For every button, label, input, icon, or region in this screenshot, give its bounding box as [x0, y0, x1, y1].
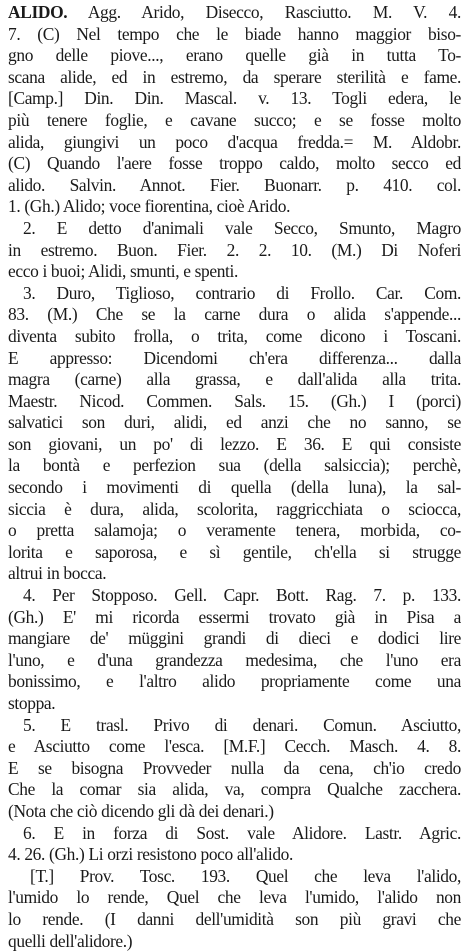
entry-text-line: [8, 369, 461, 391]
entry-text-line: [8, 650, 461, 672]
line-text: magra (carne) alla grassa, e dall'alida alla trita.: [8, 369, 461, 390]
line-text: E appresso: Dicendomi ch'era differenza... dalla: [8, 347, 461, 368]
entry-text-line: [8, 801, 461, 823]
line-text: bonissimo, e l'altro alido propriamente come una: [8, 671, 461, 692]
line-text: gno delle piove..., erano quelle già in tutta To-: [8, 45, 461, 66]
entry-text-line: [8, 175, 461, 197]
line-text: l'umido lo rende, Quel che leva l'umido, l'alido non: [8, 887, 461, 908]
line-text: ecco i buoi; Alidi, smunti, e spenti.: [8, 261, 239, 282]
line-text: (Nota che ciò dicendo gli dà dei denari.): [8, 800, 274, 821]
dictionary-entry-alido: [8, 2, 461, 952]
line-text: Che la comar sia alida, va, compra Qualche zacchera.: [8, 779, 461, 800]
entry-text-line: [8, 434, 461, 456]
line-text: Maestr. Nicod. Commen. Sals. 15. (Gh.) I (porci): [8, 390, 461, 411]
entry-text-line: [8, 585, 461, 607]
entry-text-line: [8, 132, 461, 154]
line-text: la bontà e perfezion sua (della salsiccia); perchè,: [8, 455, 461, 476]
entry-text-line: [8, 326, 461, 348]
line-text: e Asciutto come l'esca. [M.F.] Cecch. Masch. 4. 8.: [8, 736, 461, 757]
line-text: [Camp.] Din. Din. Mascal. v. 13. Togli edera, le: [8, 88, 461, 109]
line-text: son giovani, un po' di lezzo. E 36. E qui consiste: [8, 433, 461, 454]
line-text: 3. Duro, Tiglioso, contrario di Frollo. Car. Com.: [23, 282, 461, 303]
entry-text-line: [8, 24, 461, 46]
entry-text-line: [8, 455, 461, 477]
line-text: l'uno, e d'una grandezza medesima, che l'uno era: [8, 649, 461, 670]
entry-text-line: [8, 736, 461, 758]
entry-text-line: [8, 909, 461, 931]
entry-text-line: [8, 520, 461, 542]
line-text: alida, giungivi un poco d'acqua fredda.= M. Aldobr.: [8, 131, 461, 152]
line-text: 1. (Gh.) Alido; voce fiorentina, cioè Arido.: [8, 196, 291, 217]
line-text: 6. E in forza di Sost. vale Alidore. Lastr. Agric.: [23, 822, 461, 843]
line-text: mangiare de' müggini grandi di dieci e dodici lire: [8, 628, 461, 649]
line-text: lorita e saporosa, e sì gentile, ch'ella si strugge: [8, 541, 461, 562]
entry-text-line: [8, 671, 461, 693]
entry-text-line: [8, 2, 461, 24]
line-text: 7. (C) Nel tempo che le biade hanno maggior biso-: [8, 23, 461, 44]
entry-text-line: [8, 693, 461, 715]
line-text: (C) Quando l'aere fosse troppo caldo, molto secco ed: [8, 153, 461, 174]
line-text: secondo i movimenti di quella (della luna), la sal-: [8, 477, 461, 498]
entry-text-line: [8, 758, 461, 780]
entry-text-line: [8, 499, 461, 521]
entry-text-line: [8, 304, 461, 326]
entry-text-line: [8, 218, 461, 240]
entry-text-line: [8, 67, 461, 89]
entry-text-line: [8, 196, 461, 218]
entry-text-line: [8, 240, 461, 262]
entry-text-line: [8, 607, 461, 629]
line-text: siccia è dura, alida, scolorita, raggricchiata o sciocca,: [8, 498, 461, 519]
line-text: stoppa.: [8, 693, 56, 713]
line-text: 2. E detto d'animali vale Secco, Smunto, Magro: [23, 217, 461, 238]
line-text: quelli dell'alidore.): [8, 930, 133, 951]
line-text: in estremo. Buon. Fier. 2. 2. 10. (M.) Di Noferi: [8, 239, 461, 260]
entry-text-line: [8, 844, 461, 866]
entry-text-line: [8, 563, 461, 585]
entry-text-line: [8, 261, 461, 283]
entry-text-line: [8, 715, 461, 737]
entry-text-line: [8, 283, 461, 305]
entry-text-line: [8, 931, 461, 952]
entry-text-line: [8, 153, 461, 175]
line-text: più tenere foglie, e cavane succo; e se fosse molto: [8, 109, 461, 130]
line-text: 4. Per Stopposo. Gell. Capr. Bott. Rag. 7. p. 133.: [23, 585, 461, 606]
line-text: 4. 26. (Gh.) Li orzi resistono poco all'alido.: [8, 844, 294, 865]
entry-text-line: [8, 628, 461, 650]
entry-text-line: [8, 110, 461, 132]
line-text: salvatici son duri, alidi, ed anzi che no sanno, se: [8, 412, 461, 433]
line-text: lo rende. (I danni dell'umidità son più gravi che: [8, 908, 461, 929]
entry-text-line: [8, 412, 461, 434]
line-text: o pretta salamoja; o veramente tenera, morbida, co-: [8, 520, 461, 541]
entry-text-line: [8, 391, 461, 413]
line-text: 5. E trasl. Privo di denari. Comun. Asciutto,: [23, 714, 461, 735]
line-text: (Gh.) E' mi ricorda essermi trovato già in Pisa a: [8, 606, 461, 627]
line-text: scana alide, ed in estremo, da sperare sterilità e fame.: [8, 66, 461, 87]
entry-text-line: [8, 348, 461, 370]
entry-text-line: [8, 542, 461, 564]
entry-text-line: [8, 477, 461, 499]
entry-text-line: [8, 45, 461, 67]
entry-text-line: [8, 887, 461, 909]
line-text: alido. Salvin. Annot. Fier. Buonarr. p. 410. col.: [8, 174, 461, 195]
line-text: altrui in bocca.: [8, 563, 107, 584]
line-text: 83. (M.) Che se la carne dura o alida s'appende...: [8, 304, 461, 325]
line-text: Agg. Arido, Disecco, Rasciutto. M. V. 4.: [67, 2, 461, 22]
entry-text-line: [8, 866, 461, 888]
line-text: diventa subito frolla, o trita, come dicono i Toscani.: [8, 325, 461, 346]
headword: ALIDO.: [8, 2, 68, 22]
line-text: E se bisogna Provveder nulla da cena, ch'io credo: [8, 757, 461, 778]
entry-text-line: [8, 823, 461, 845]
entry-text-line: [8, 779, 461, 801]
entry-text-line: [8, 88, 461, 110]
line-text: [T.] Prov. Tosc. 193. Quel che leva l'alido,: [30, 865, 461, 886]
